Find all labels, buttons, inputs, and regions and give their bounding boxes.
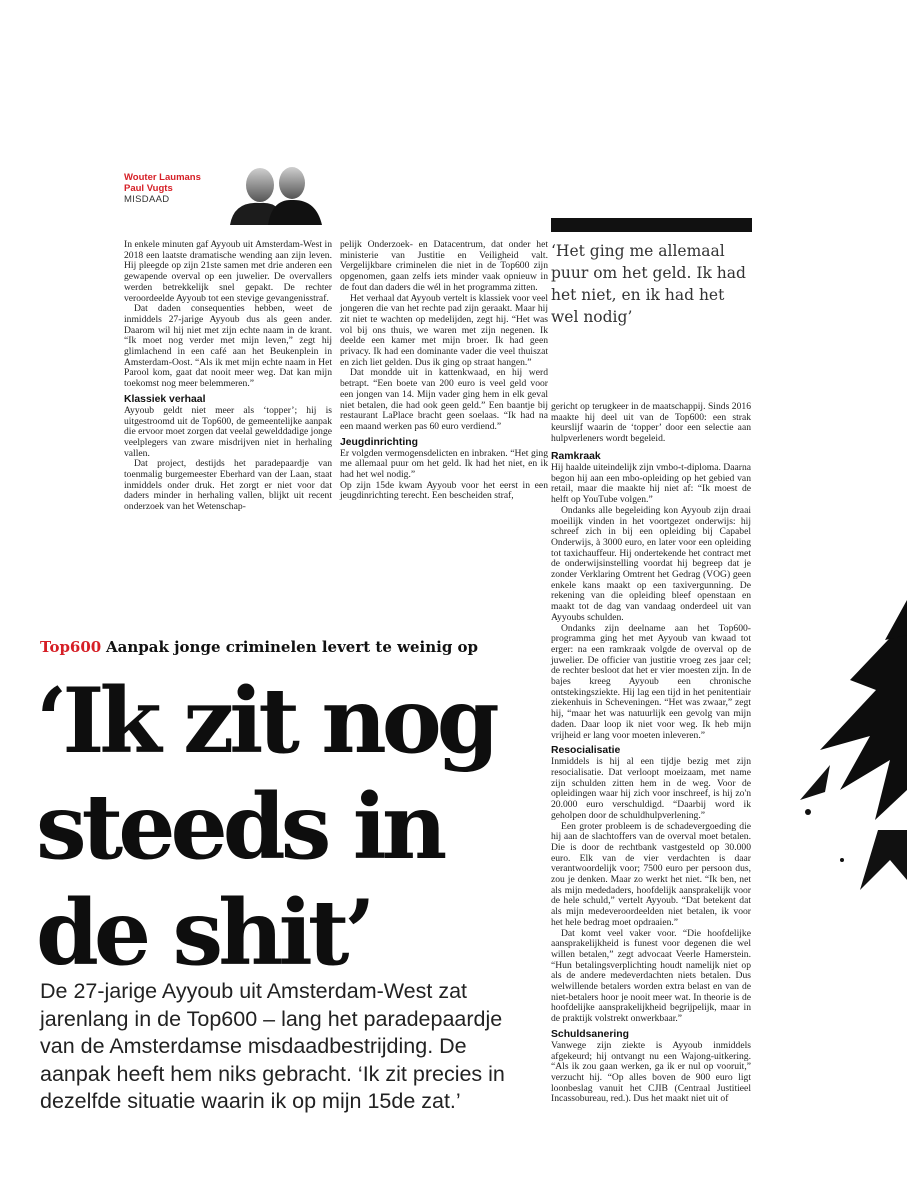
paragraph: pelijk Onderzoek- en Datacentrum, dat onder het ministerie van Justitie en Veiligheid valt. Vergelijkbare criminelen die niet in de Top600 zijn opgenomen, gaan zelfs iets minder vaak opnieuw in de fout dan daders die wél in het programma zitten. — [340, 239, 548, 293]
paragraph: Dat komt veel vaker voor. “Die hoofdelijke aansprakelijkheid is funest voor degenen die wel willen betalen,” zegt advocaat Veerle Hamerstein. “Hun betalingsverplichting houdt namelijk niet op als de andere medeverdachten niets betalen. Dus welwillende betalers worden extra belast en van de niet-betalers hoor je nooit meer wat. In theorie is de hoofdelijke aansprakelijkheid begrijpelijk, maar in de praktijk volstrekt onwerkbaar.” — [551, 927, 751, 1025]
paragraph: Een groter probleem is de schadevergoeding die hij aan de slachtoffers van de overval moet betalen. Die is door de rechtbank vastgesteld op 30.000 euro. Elk van de vier verdachten is daar verantwoordelijk voor; 7500 euro per persoon dus, zou je denken. Maar zo werkt het niet. “Ik ben, net als mijn mededaders, hoofdelijk aansprakelijk voor de hele schuld,” vertelt Ayyoub. “Dat betekent dat als mijn medeveroordeelden niet betalen, ik voor het hele bedrag moet opdraaien.” — [551, 820, 751, 928]
paragraph: Vanwege zijn ziekte is Ayyoub inmiddels afgekeurd; hij ontvangt nu een Wajong-uitkering. “Als ik zou gaan werken, ga ik er nul op vooruit,” verzucht hij. “Op alles boven de 900 euro ligt loonbeslag vanuit het CJIB (Centraal Justitieel Incassobureau, red.). Dus het maakt niet uit of — [551, 1039, 751, 1105]
quote-bar — [551, 218, 752, 232]
article-column-3-top — [551, 402, 751, 445]
subheading: Jeugdinrichting — [340, 436, 418, 448]
paragraph: Er volgden vermogensdelicten en inbraken. “Het ging me allemaal puur om het geld. Ik had het niet, en ik had het wel nodig.” — [340, 447, 548, 481]
paragraph: Hij haalde uiteindelijk zijn vmbo-t-diploma. Daarna begon hij aan een mbo-opleiding op het gebied van retail, maar die maakte hij niet af: “Ik moest de helft op YouTube volgen.” — [551, 462, 751, 506]
subheading: Schuldsanering — [551, 1028, 629, 1040]
paragraph: Ayyoub geldt niet meer als ‘topper’; hij is uitgestroomd uit de Top600, de gemeentelijke aanpak die ervoor moet zorgen dat veelal gewelddadige jonge veelplegers van zware misdrijven niet in herhaling vallen. — [124, 404, 332, 459]
headline-line: ‘Ik zit nog — [36, 668, 495, 774]
intro-text: De 27-jarige Ayyoub uit Amsterdam-West zat jarenlang in de Top600 – lang het paradepaardje van de Amsterdamse misdaadbestrijding. De aanpak heeft hem niks gebracht. ‘Ik zit precies in dezelfde situatie waarin ik op mijn 15de zat.’ — [40, 979, 505, 1113]
kicker — [40, 637, 540, 657]
subheading: Klassiek verhaal — [124, 393, 206, 405]
ink-splash-illustration — [780, 560, 907, 940]
author-photo — [222, 165, 326, 225]
pull-quote: ‘Het ging me allemaal puur om het geld. Ik had het niet, en ik had het wel nodig’ — [551, 242, 746, 326]
headline-line: de shit’ — [36, 880, 371, 986]
article-column-3 — [551, 447, 751, 1105]
paragraph: Ondanks zijn deelname aan het Top600-programma ging het met Ayyoub van kwaad tot erger: na een ramkraak volgde de overval op de juwelier. De officier van justitie vroeg zes jaar cel; de rechter besloot dat het er vier moesten zijn. In de bajes kreeg Ayyoub een chronische ontstekingsziekte. Hij lag een tijd in het penitentiair ziekenhuis in Scheveningen. “Het was zwaar,” zegt hij, “maar het was natuurlijk een gevolg van mijn daden. Daar loop ik niet voor weg. Ik heb mijn vrijheid er lang voor moeten inleveren.” — [551, 622, 751, 741]
article-column-2 — [340, 240, 548, 502]
headline — [36, 668, 556, 986]
paragraph: Ondanks alle begeleiding kon Ayyoub zijn draai moeilijk vinden in het voortgezet onderwijs: hij schreef zich in bij een opleiding bij Capabel Onderwijs, à 3000 euro, en later voor een opleiding tot taxichauffeur. Hij ondertekende het contract met de onderwijsinstelling voordat hij begreep dat je zonder Verklaring Omtrent het Gedrag (VOG) geen enkele kans maakt op een taxivergunning. De rekening van die opleiding bleef openstaan en maakt tot de dag van vandaag onderdeel uit van Ayyoubs schulden. — [551, 504, 751, 623]
article-column-1 — [124, 240, 332, 513]
author-name[interactable]: Paul Vugts — [124, 183, 173, 194]
paragraph: Dat project, destijds het paradepaardje van toenmalig burgemeester Eberhard van der Laan, staat inmiddels onder druk. Het zorgt er niet voor dat daders minder in herhaling vallen, blijkt uit recent onderzoek van het Wetenschap- — [124, 458, 332, 513]
byline — [124, 172, 201, 205]
paragraph: Dat daden consequenties hebben, weet de inmiddels 27-jarige Ayyoub dus als geen ander. Daarom wil hij niet met zijn echte naam in de krant. “Ik moet nog verder met mijn leven,” zegt hij glimlachend in een café aan het Beukenplein in Amsterdam-Oost. “Als ik met mijn echte naam in Het Parool kom, gaat dat nooit meer weg. Dat kan mijn toekomst nog meer belemmeren.” — [124, 303, 332, 390]
subheading: Resocialisatie — [551, 745, 621, 757]
headline-line: steeds in — [36, 774, 443, 880]
paragraph: Inmiddels is hij al een tijdje bezig met zijn resocialisatie. Dat verloopt moeizaam, met name zijn schulden zitten hem in de weg. Voor de opleidingen waar hij zich voor inschreef, is hij zo'n 20.000 euro verschuldigd. “Daarbij word ik geholpen door de schuldhulpverlening.” — [551, 756, 751, 821]
paragraph: Dat mondde uit in kattenkwaad, en hij werd betrapt. “Een boete van 200 euro is veel geld voor een jongen van 14. Mijn vader ging hem in elk geval niet betalen, die had ook geen geld.” Een baantje bij restaurant LaPlace bracht geen soelaas. “Ik had na een maand werken pas 60 euro verdiend.” — [340, 367, 548, 432]
paragraph: In enkele minuten gaf Ayyoub uit Amsterdam-West in 2018 een laatste dramatische wending aan zijn leven. Hij pleegde op zijn 21ste samen met drie anderen een gewapende overval op een juwelier. De overvallers werden betrekkelijk snel gepakt. De rechter veroordeelde Ayyoub tot een stevige gevangenisstraf. — [124, 239, 332, 304]
author-name[interactable]: Wouter Laumans — [124, 172, 201, 183]
paragraph: Op zijn 15de kwam Ayyoub voor het eerst in een jeugdinrichting terecht. Een bescheiden straf, — [340, 479, 548, 502]
kicker-subtitle: Aanpak jonge criminelen levert te weinig op — [106, 638, 479, 656]
subheading: Ramkraak — [551, 451, 601, 462]
paragraph: gericht op terugkeer in de maatschappij. Sinds 2016 maakte hij deel uit van de Top600: een strak keurslijf waarin de ‘topper’ door een selectie aan hulpverleners wordt begeleid. — [551, 401, 751, 445]
topic-tag[interactable]: Top600 — [40, 638, 102, 656]
paragraph: Het verhaal dat Ayyoub vertelt is klassiek voor veel jongeren die van het rechte pad zijn geraakt. Maar hij zit niet te wachten op medelijden, zegt hij. “Het was vol bij ons thuis, we waren met zijn negenen. Ik deelde een kamer met mijn broer. Ik had geen privacy. Ik had een dominante vader die veel thuiszat en zich liet gelden. Dus ik ging op straat hangen.” — [340, 292, 548, 368]
section-label: MISDAAD — [124, 194, 170, 205]
